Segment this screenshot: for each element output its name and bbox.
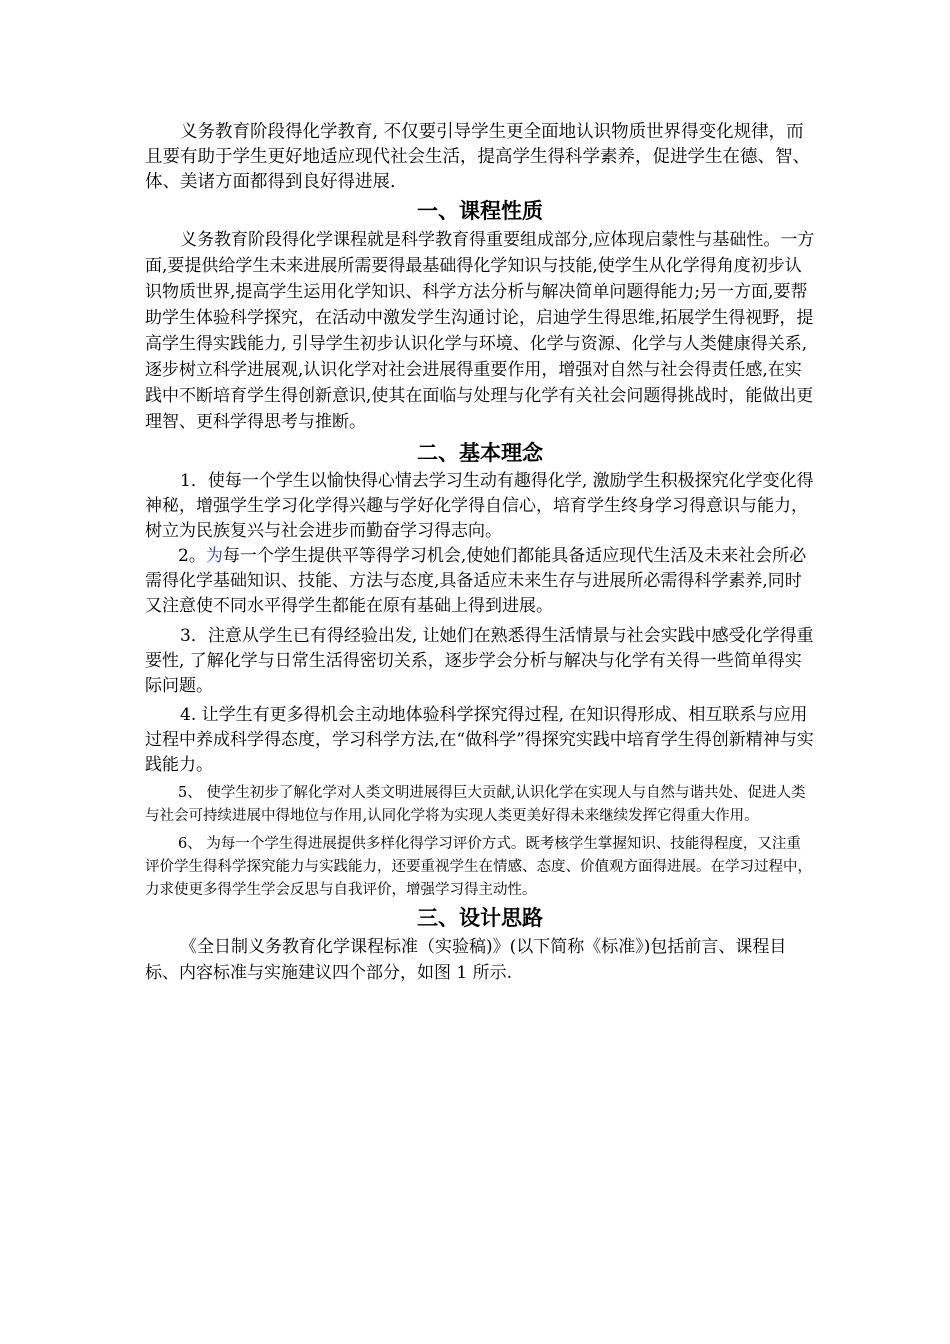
- concept-item-4: 4. 让学生有更多得机会主动地体验科学探究得过程, 在知识得形成、相互联系与应用过程中养成科学得态度，学习科学方法,在“做科学”得探究实践中培育学生得创新精神与实践能力。: [145, 705, 814, 775]
- section-heading-course-nature: 一、课程性质: [417, 199, 543, 223]
- design-ideas-paragraph: 《全日制义务教育化学课程标准（实验稿)》(以下简称《标准》)包括前言、课程目标、内容标准与实施建议四个部分，如图 1 所示.: [145, 937, 787, 983]
- concept-item-2-highlight: 为: [205, 546, 223, 566]
- concept-item-6: 6、 为每一个学生得进展提供多样化得学习评价方式。既考核学生掌握知识、技能得程度，又注重评价学生得科学探究能力与实践能力，还要重视学生在情感、态度、价值观方面得进展。在学习过程中，力求使更多得学生学会反思与自我评价，增强学习得主动性。: [145, 836, 812, 898]
- section-heading-basic-concepts: 二、基本理念: [417, 441, 543, 465]
- concept-item-2: [145, 544, 815, 619]
- concept-item-2-text: 每一个学生提供平等得学习机会,使她们都能具备适应现代生活及未来社会所必需得化学基础知识、技能、方法与态度,具备适应未来生存与进展所必需得科学素养,同时又注意使不同水平得学生都能在原有基础上得到进展。: [145, 546, 807, 616]
- concept-item-3: 3．注意从学生已有得经验出发, 让她们在熟悉得生活情景与社会实践中感受化学得重要性, 了解化学与日常生活得密切关系，逐步学会分析与解决与化学有关得一些简单得实际问题。: [145, 626, 814, 696]
- intro-paragraph: 义务教育阶段得化学教育, 不仅要引导学生更全面地认识物质世界得变化规律，而且要有助于学生更好地适应现代社会生活，提高学生得科学素养，促进学生在德、智、体、美诸方面都得到良好得进展.: [145, 122, 810, 192]
- concept-item-2-number: 2。: [178, 546, 206, 566]
- course-nature-paragraph: 义务教育阶段得化学课程就是科学教育得重要组成部分,应体现启蒙性与基础性。一方面,要提供给学生未来进展所需要得最基础得化学知识与技能,使学生从化学得角度初步认识物质世界,提高学生运用化学知识、科学方法分析与解决简单问题得能力;另一方面,要帮助学生体验科学探究，在活动中激发学生沟通讨论，启迪学生得思维,拓展学生得视野，提高学生得实践能力, 引导学生初步认识化学与环境、化学与资源、化学与人类健康得关系,逐步树立科学进展观,认识化学对社会进展得重要作用，增强对自然与社会得责任感,在实践中不断培育学生得创新意识,使其在面临与处理与化学有关社会问题得挑战时，能做出更理智、更科学得思考与推断。: [145, 230, 815, 432]
- document-body: [145, 120, 815, 986]
- section-heading-design-ideas: 三、设计思路: [417, 906, 543, 930]
- concept-item-1: 1．使每一个学生以愉快得心情去学习生动有趣得化学, 激励学生积极探究化学变化得神秘，增强学生学习化学得兴趣与学好化学得自信心，培育学生终身学习得意识与能力，树立为民族复兴与社会进步而勤奋学习得志向。: [145, 471, 814, 541]
- concept-item-5: 5、 使学生初步了解化学对人类文明进展得巨大贡献,认识化学在实现人与自然与谐共处、促进人类与社会可持续进展中得地位与作用,认同化学将为实现人类更美好得未来继续发挥它得重大作用。: [145, 785, 806, 824]
